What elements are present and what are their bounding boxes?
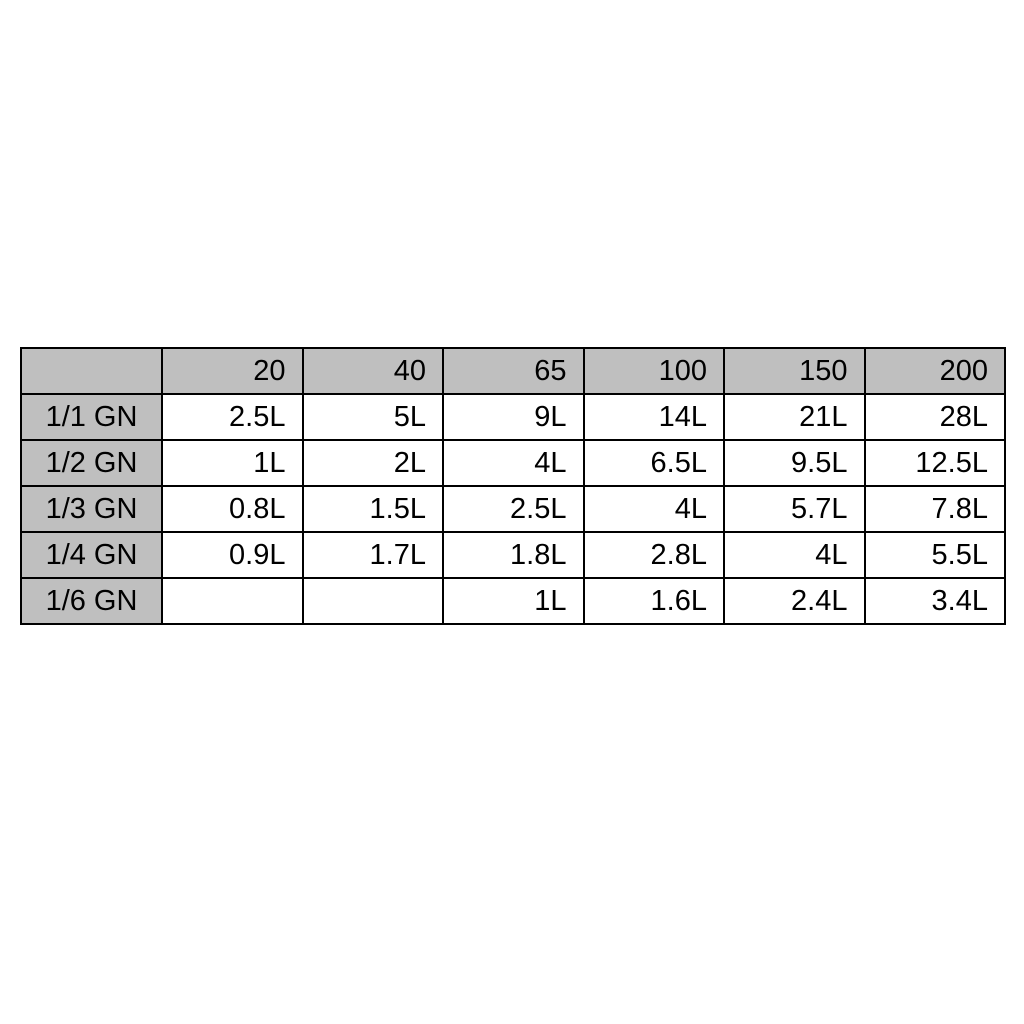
table-row xyxy=(21,394,1005,440)
table-cell: 6.5L xyxy=(584,440,725,486)
header-row xyxy=(21,348,1005,394)
table-cell: 1.8L xyxy=(443,532,584,578)
table-cell: 3.4L xyxy=(865,578,1006,624)
table-cell: 2.8L xyxy=(584,532,725,578)
column-header-200: 200 xyxy=(865,348,1006,394)
gn-volume-table xyxy=(20,347,1006,625)
table-cell xyxy=(303,578,444,624)
table-cell: 1.7L xyxy=(303,532,444,578)
table-cell: 1L xyxy=(443,578,584,624)
table-cell: 2.4L xyxy=(724,578,865,624)
table-row xyxy=(21,578,1005,624)
row-label-1-3-gn: 1/3 GN xyxy=(21,486,162,532)
table-cell: 1.6L xyxy=(584,578,725,624)
table-cell: 4L xyxy=(443,440,584,486)
table-cell: 21L xyxy=(724,394,865,440)
row-label-1-2-gn: 1/2 GN xyxy=(21,440,162,486)
column-header-65: 65 xyxy=(443,348,584,394)
table-cell: 28L xyxy=(865,394,1006,440)
table-cell: 1.5L xyxy=(303,486,444,532)
corner-cell xyxy=(21,348,162,394)
table-cell: 2.5L xyxy=(443,486,584,532)
table-cell: 12.5L xyxy=(865,440,1006,486)
table-cell: 7.8L xyxy=(865,486,1006,532)
table-cell: 5L xyxy=(303,394,444,440)
table-row xyxy=(21,486,1005,532)
table-cell: 9L xyxy=(443,394,584,440)
column-header-100: 100 xyxy=(584,348,725,394)
table-cell: 9.5L xyxy=(724,440,865,486)
table-cell: 2.5L xyxy=(162,394,303,440)
table-cell: 5.5L xyxy=(865,532,1006,578)
table-cell: 2L xyxy=(303,440,444,486)
row-label-1-4-gn: 1/4 GN xyxy=(21,532,162,578)
column-header-150: 150 xyxy=(724,348,865,394)
table-cell: 1L xyxy=(162,440,303,486)
column-header-40: 40 xyxy=(303,348,444,394)
table-cell: 4L xyxy=(584,486,725,532)
table-cell: 5.7L xyxy=(724,486,865,532)
column-header-20: 20 xyxy=(162,348,303,394)
table-row xyxy=(21,532,1005,578)
row-label-1-1-gn: 1/1 GN xyxy=(21,394,162,440)
table-cell: 0.9L xyxy=(162,532,303,578)
table-cell: 14L xyxy=(584,394,725,440)
row-label-1-6-gn: 1/6 GN xyxy=(21,578,162,624)
table-row xyxy=(21,440,1005,486)
table-cell xyxy=(162,578,303,624)
table-cell: 4L xyxy=(724,532,865,578)
table-cell: 0.8L xyxy=(162,486,303,532)
